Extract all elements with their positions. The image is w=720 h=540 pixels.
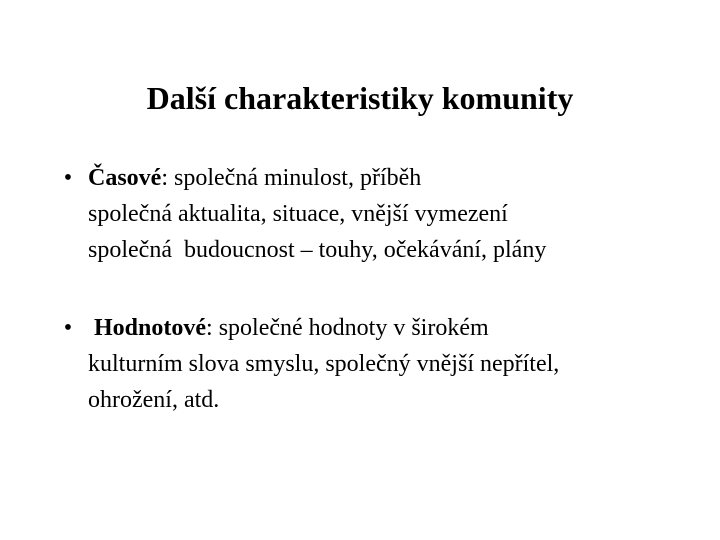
bullet-term: Časové	[88, 165, 162, 191]
bullet-icon: •	[63, 315, 73, 341]
bullet-line: společná aktualita, situace, vnější vymezení	[88, 201, 508, 227]
bullet-line	[88, 310, 698, 346]
bullet-icon: •	[63, 165, 73, 191]
slide-title: Další charakteristiky komunity	[146, 80, 574, 116]
bullet-line: kulturním slova smyslu, společný vnější nepřítel,	[88, 351, 560, 377]
term-separator: :	[206, 315, 219, 341]
bullet-text: společná minulost, příběh	[174, 165, 422, 191]
bullet-term: Hodnotové	[94, 315, 207, 341]
term-separator: :	[161, 165, 174, 191]
bullet-text: společné hodnoty v širokém	[218, 315, 489, 341]
bullet-line: společná budoucnost – touhy, očekávání, plány	[88, 237, 547, 263]
bullet-item-casove	[58, 160, 698, 268]
bullet-line	[88, 160, 698, 196]
bullet-list	[58, 160, 698, 418]
bullet-line: ohrožení, atd.	[88, 387, 220, 413]
bullet-item-hodnotove	[58, 310, 698, 418]
